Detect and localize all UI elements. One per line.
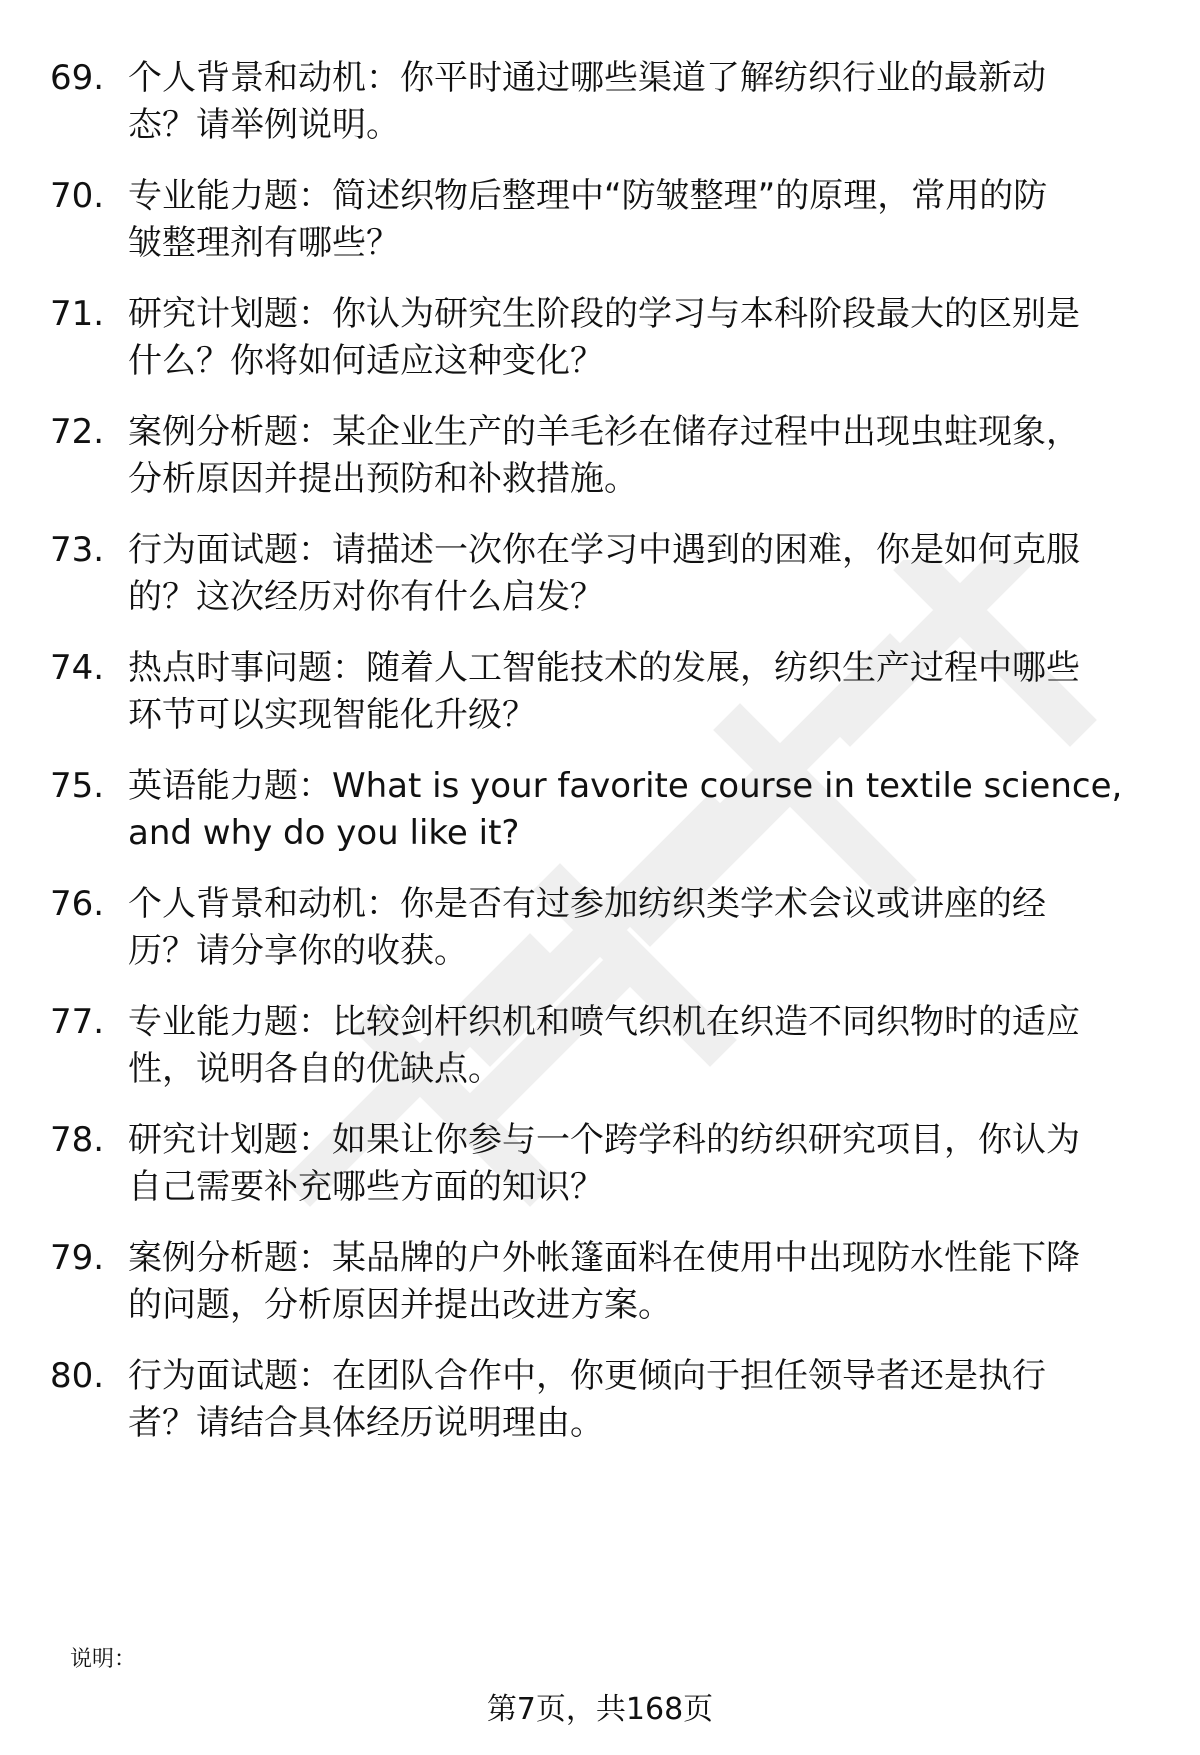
question-text-line1: 研究计划题：你认为研究生阶段的学习与本科阶段最大的区别是 — [128, 294, 1080, 334]
question-text-line2: 的？这次经历对你有什么启发？ — [128, 577, 604, 617]
question-text-line2: and why do you like it? — [128, 813, 520, 853]
note-label: 说明： — [70, 1647, 137, 1672]
question-text-line1: 案例分析题：某企业生产的羊毛衫在储存过程中出现虫蛀现象， — [128, 412, 1080, 452]
question-text-line2: 者？请结合具体经历说明理由。 — [128, 1403, 604, 1443]
question-item-70 — [50, 173, 1150, 283]
question-number: 69. — [50, 58, 105, 98]
question-item-76 — [50, 881, 1150, 991]
question-item-77 — [50, 999, 1150, 1109]
question-number: 70. — [50, 176, 105, 216]
question-item-79 — [50, 1235, 1150, 1345]
question-number: 76. — [50, 884, 105, 924]
question-text-line1: 个人背景和动机：你是否有过参加纺织类学术会议或讲座的经 — [128, 884, 1046, 924]
question-item-80 — [50, 1353, 1150, 1463]
question-text-line1: 研究计划题：如果让你参与一个跨学科的纺织研究项目，你认为 — [128, 1120, 1080, 1160]
question-number: 75. — [50, 766, 105, 806]
question-number: 71. — [50, 294, 105, 334]
question-number: 77. — [50, 1002, 105, 1042]
question-number: 79. — [50, 1238, 105, 1278]
question-text-line1: 案例分析题：某品牌的户外帐篷面料在使用中出现防水性能下降 — [128, 1238, 1080, 1278]
question-text-line1: 行为面试题：请描述一次你在学习中遇到的困难，你是如何克服 — [128, 530, 1080, 570]
question-item-75 — [50, 763, 1150, 873]
question-number: 73. — [50, 530, 105, 570]
question-item-71 — [50, 291, 1150, 401]
question-text-line2: 历？请分享你的收获。 — [128, 931, 468, 971]
question-text-line2: 自己需要补充哪些方面的知识？ — [128, 1167, 604, 1207]
question-number: 72. — [50, 412, 105, 452]
question-text-line2: 的问题，分析原因并提出改进方案。 — [128, 1285, 672, 1325]
question-item-69 — [50, 55, 1150, 165]
question-text-line2: 皱整理剂有哪些？ — [128, 223, 400, 263]
question-text-line1: 行为面试题：在团队合作中，你更倾向于担任领导者还是执行 — [128, 1356, 1046, 1396]
question-text-line1: 专业能力题：比较剑杆织机和喷气织机在织造不同织物时的适应 — [128, 1002, 1080, 1042]
question-number: 80. — [50, 1356, 105, 1396]
question-number: 78. — [50, 1120, 105, 1160]
question-text-line2: 什么？你将如何适应这种变化？ — [128, 341, 604, 381]
question-text-line1: 热点时事问题：随着人工智能技术的发展，纺织生产过程中哪些 — [128, 648, 1080, 688]
question-text-line2: 环节可以实现智能化升级？ — [128, 695, 536, 735]
question-item-73 — [50, 527, 1150, 637]
question-item-72 — [50, 409, 1150, 519]
question-text-line1: 英语能力题：What is your favorite course in textile science, — [128, 766, 1123, 806]
question-text-line1: 个人背景和动机：你平时通过哪些渠道了解纺织行业的最新动 — [128, 58, 1046, 98]
question-item-78 — [50, 1117, 1150, 1227]
question-item-74 — [50, 645, 1150, 755]
question-text-line1: 专业能力题：简述织物后整理中“防皱整理”的原理，常用的防 — [128, 176, 1048, 216]
question-text-line2: 性，说明各自的优缺点。 — [128, 1049, 502, 1089]
page-indicator: 第7页，共168页 — [486, 1692, 714, 1727]
question-number: 74. — [50, 648, 105, 688]
question-text-line2: 态？请举例说明。 — [128, 105, 400, 145]
question-text-line2: 分析原因并提出预防和补救措施。 — [128, 459, 638, 499]
